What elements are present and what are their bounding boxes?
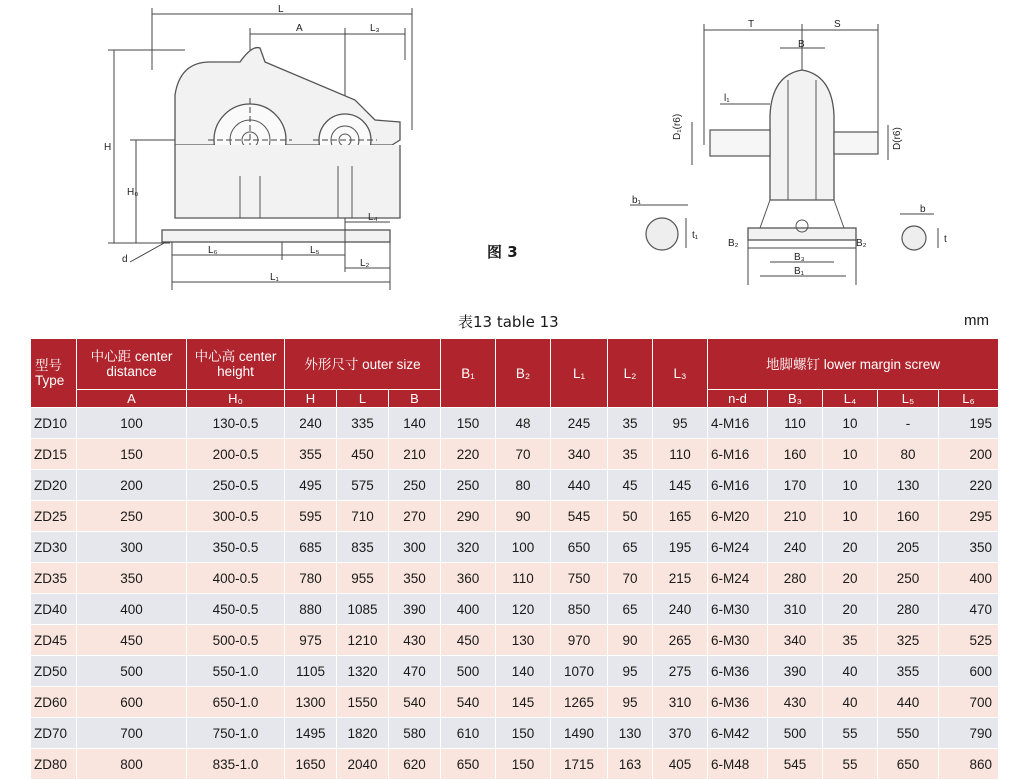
table-row	[31, 687, 999, 718]
cell-B2: 150	[496, 749, 551, 780]
cell-H: 685	[285, 532, 337, 563]
cell-model: ZD10	[31, 408, 77, 439]
cell-L2: 90	[608, 625, 653, 656]
cell-B2: 90	[496, 501, 551, 532]
cell-L1: 1265	[551, 687, 608, 718]
cell-n-d: 6-M36	[708, 656, 768, 687]
cell-L1: 1715	[551, 749, 608, 780]
cell-center-distance: 200	[77, 470, 187, 501]
cell-L6: 400	[939, 563, 999, 594]
cell-L: 2040	[337, 749, 389, 780]
subheader-A: A	[77, 390, 187, 408]
cell-L5: 355	[878, 656, 939, 687]
dim-L4: L₄	[368, 212, 378, 223]
cell-center-distance: 600	[77, 687, 187, 718]
dim-B: B	[798, 39, 805, 50]
dim-B2-left: B₂	[728, 238, 739, 249]
cell-L1: 1070	[551, 656, 608, 687]
dim-L: L	[278, 4, 284, 15]
cell-B3: 430	[768, 687, 823, 718]
cell-L6: 200	[939, 439, 999, 470]
cell-B2: 145	[496, 687, 551, 718]
dim-b: b	[920, 204, 926, 215]
dim-S: S	[834, 19, 841, 30]
specification-table	[30, 338, 999, 780]
cell-n-d: 6-M42	[708, 718, 768, 749]
cell-center-height: 450-0.5	[187, 594, 285, 625]
cell-B1: 150	[441, 408, 496, 439]
cell-model: ZD35	[31, 563, 77, 594]
cell-B: 350	[389, 563, 441, 594]
dim-b1: b₁	[632, 195, 641, 206]
cell-L3: 275	[653, 656, 708, 687]
cell-B3: 310	[768, 594, 823, 625]
cell-L6: 470	[939, 594, 999, 625]
cell-L1: 1490	[551, 718, 608, 749]
cell-L5: 205	[878, 532, 939, 563]
cell-H: 1105	[285, 656, 337, 687]
cell-B: 470	[389, 656, 441, 687]
cell-L5: 650	[878, 749, 939, 780]
subheader-H0: H₀	[187, 390, 285, 408]
subheader-L5: L₅	[878, 390, 939, 408]
cell-L4: 40	[823, 656, 878, 687]
cell-L4: 10	[823, 501, 878, 532]
cell-model: ZD25	[31, 501, 77, 532]
header-B2: B₂	[496, 339, 551, 408]
subheader-B: B	[389, 390, 441, 408]
table-caption: 表13 table 13	[458, 313, 559, 331]
cell-B1: 540	[441, 687, 496, 718]
dim-B1: B₁	[794, 266, 805, 277]
cell-H: 240	[285, 408, 337, 439]
cell-H: 880	[285, 594, 337, 625]
cell-model: ZD20	[31, 470, 77, 501]
cell-L3: 95	[653, 408, 708, 439]
dim-L6: L₆	[208, 245, 218, 256]
cell-n-d: 6-M36	[708, 687, 768, 718]
cell-center-height: 400-0.5	[187, 563, 285, 594]
cell-center-height: 200-0.5	[187, 439, 285, 470]
cell-L2: 35	[608, 408, 653, 439]
table-row	[31, 501, 999, 532]
header-model: 型号 Type	[31, 339, 77, 408]
dim-l1: l₁	[724, 93, 730, 104]
cell-n-d: 6-M24	[708, 532, 768, 563]
front-view-drawing	[100, 0, 430, 292]
cell-center-height: 130-0.5	[187, 408, 285, 439]
cell-L4: 35	[823, 625, 878, 656]
cell-L: 575	[337, 470, 389, 501]
cell-center-height: 250-0.5	[187, 470, 285, 501]
cell-center-height: 500-0.5	[187, 625, 285, 656]
cell-H: 1650	[285, 749, 337, 780]
cell-model: ZD60	[31, 687, 77, 718]
unit-label: mm	[964, 312, 989, 329]
cell-L1: 970	[551, 625, 608, 656]
cell-B: 300	[389, 532, 441, 563]
cell-B: 580	[389, 718, 441, 749]
cell-center-distance: 400	[77, 594, 187, 625]
dim-Dr6: D(r6)	[892, 127, 903, 150]
cell-L4: 40	[823, 687, 878, 718]
cell-L3: 265	[653, 625, 708, 656]
cell-B3: 545	[768, 749, 823, 780]
table-row	[31, 625, 999, 656]
cell-L2: 130	[608, 718, 653, 749]
dim-B2-right: B₂	[856, 238, 867, 249]
header-outer-size: 外形尺寸 outer size	[285, 339, 441, 390]
cell-model: ZD50	[31, 656, 77, 687]
cell-L3: 310	[653, 687, 708, 718]
cell-n-d: 6-M16	[708, 470, 768, 501]
cell-L5: 325	[878, 625, 939, 656]
cell-L6: 220	[939, 470, 999, 501]
cell-B3: 210	[768, 501, 823, 532]
cell-L: 955	[337, 563, 389, 594]
cell-B3: 500	[768, 718, 823, 749]
cell-B: 620	[389, 749, 441, 780]
cell-H: 1300	[285, 687, 337, 718]
dim-A: A	[296, 23, 303, 34]
cell-L3: 240	[653, 594, 708, 625]
subheader-L: L	[337, 390, 389, 408]
cell-B3: 170	[768, 470, 823, 501]
cell-B3: 160	[768, 439, 823, 470]
cell-B3: 340	[768, 625, 823, 656]
cell-L5: 250	[878, 563, 939, 594]
cell-L6: 790	[939, 718, 999, 749]
cell-center-distance: 350	[77, 563, 187, 594]
cell-B: 250	[389, 470, 441, 501]
cell-L6: 525	[939, 625, 999, 656]
cell-B: 540	[389, 687, 441, 718]
header-center-distance: 中心距 center distance	[77, 339, 187, 390]
cell-H: 495	[285, 470, 337, 501]
cell-model: ZD80	[31, 749, 77, 780]
cell-L: 835	[337, 532, 389, 563]
cell-L5: 160	[878, 501, 939, 532]
header-row	[31, 339, 999, 390]
cell-L3: 145	[653, 470, 708, 501]
cell-L: 1820	[337, 718, 389, 749]
cell-n-d: 6-M30	[708, 625, 768, 656]
cell-L5: 440	[878, 687, 939, 718]
cell-center-height: 350-0.5	[187, 532, 285, 563]
cell-model: ZD30	[31, 532, 77, 563]
cell-model: ZD15	[31, 439, 77, 470]
cell-center-height: 750-1.0	[187, 718, 285, 749]
cell-L5: 550	[878, 718, 939, 749]
cell-L1: 440	[551, 470, 608, 501]
subheader-H: H	[285, 390, 337, 408]
cell-B1: 610	[441, 718, 496, 749]
cell-B2: 100	[496, 532, 551, 563]
cell-H: 975	[285, 625, 337, 656]
cell-center-distance: 450	[77, 625, 187, 656]
cell-B1: 290	[441, 501, 496, 532]
cell-L6: 195	[939, 408, 999, 439]
cell-B1: 400	[441, 594, 496, 625]
cell-L2: 95	[608, 656, 653, 687]
cell-L2: 65	[608, 532, 653, 563]
cell-B: 430	[389, 625, 441, 656]
dim-t1: t₁	[692, 230, 699, 241]
subheader-n-d: n-d	[708, 390, 768, 408]
cell-B1: 450	[441, 625, 496, 656]
cell-L6: 860	[939, 749, 999, 780]
cell-L5: -	[878, 408, 939, 439]
cell-B1: 220	[441, 439, 496, 470]
cell-L6: 350	[939, 532, 999, 563]
cell-center-distance: 300	[77, 532, 187, 563]
cell-B: 390	[389, 594, 441, 625]
cell-center-distance: 150	[77, 439, 187, 470]
header-L1: L₁	[551, 339, 608, 408]
cell-B1: 320	[441, 532, 496, 563]
cell-L6: 700	[939, 687, 999, 718]
cell-L2: 65	[608, 594, 653, 625]
dim-T: T	[748, 19, 755, 30]
table-row	[31, 656, 999, 687]
table-row	[31, 470, 999, 501]
cell-L: 1550	[337, 687, 389, 718]
subheader-L6: L₆	[939, 390, 999, 408]
dim-L5: L₅	[310, 245, 320, 256]
dim-L1: L₁	[270, 272, 279, 283]
header-L2: L₂	[608, 339, 653, 408]
header-L3: L₃	[653, 339, 708, 408]
cell-B2: 150	[496, 718, 551, 749]
cell-L1: 340	[551, 439, 608, 470]
cell-L1: 850	[551, 594, 608, 625]
cell-B3: 110	[768, 408, 823, 439]
cell-L3: 195	[653, 532, 708, 563]
cell-L: 1320	[337, 656, 389, 687]
cell-L3: 110	[653, 439, 708, 470]
dim-L2: L₂	[360, 258, 370, 269]
cell-n-d: 6-M24	[708, 563, 768, 594]
figure-label: 图 3	[487, 243, 518, 261]
cell-B3: 280	[768, 563, 823, 594]
cell-L2: 70	[608, 563, 653, 594]
header-center-height: 中心高 center height	[187, 339, 285, 390]
cell-n-d: 6-M20	[708, 501, 768, 532]
cell-center-height: 300-0.5	[187, 501, 285, 532]
cell-L4: 20	[823, 563, 878, 594]
cell-L1: 545	[551, 501, 608, 532]
cell-L4: 20	[823, 532, 878, 563]
cell-L2: 50	[608, 501, 653, 532]
table-row	[31, 408, 999, 439]
cell-L1: 750	[551, 563, 608, 594]
cell-L: 1210	[337, 625, 389, 656]
cell-B1: 360	[441, 563, 496, 594]
cell-L2: 95	[608, 687, 653, 718]
cell-L5: 280	[878, 594, 939, 625]
cell-L: 1085	[337, 594, 389, 625]
cell-L4: 55	[823, 749, 878, 780]
cell-L3: 370	[653, 718, 708, 749]
cell-H: 1495	[285, 718, 337, 749]
cell-L2: 163	[608, 749, 653, 780]
cell-model: ZD45	[31, 625, 77, 656]
cell-B: 270	[389, 501, 441, 532]
table-body	[31, 408, 999, 780]
cell-B: 210	[389, 439, 441, 470]
cell-H: 355	[285, 439, 337, 470]
cell-L2: 35	[608, 439, 653, 470]
cell-B3: 390	[768, 656, 823, 687]
cell-L5: 80	[878, 439, 939, 470]
cell-L: 710	[337, 501, 389, 532]
cell-L4: 10	[823, 470, 878, 501]
cell-B1: 650	[441, 749, 496, 780]
table-row	[31, 532, 999, 563]
cell-L3: 405	[653, 749, 708, 780]
cell-L4: 20	[823, 594, 878, 625]
cell-L5: 130	[878, 470, 939, 501]
cell-B1: 250	[441, 470, 496, 501]
cell-n-d: 6-M30	[708, 594, 768, 625]
cell-center-distance: 700	[77, 718, 187, 749]
cell-center-height: 650-1.0	[187, 687, 285, 718]
cell-L4: 55	[823, 718, 878, 749]
cell-B2: 80	[496, 470, 551, 501]
table-row	[31, 594, 999, 625]
dim-t: t	[944, 234, 947, 245]
cell-center-distance: 500	[77, 656, 187, 687]
cell-B1: 500	[441, 656, 496, 687]
cell-center-distance: 800	[77, 749, 187, 780]
side-view-drawing	[620, 0, 965, 292]
cell-B2: 140	[496, 656, 551, 687]
header-screw: 地脚螺钉 lower margin screw	[708, 339, 999, 390]
cell-L3: 165	[653, 501, 708, 532]
dim-d: d	[122, 254, 128, 265]
cell-L: 335	[337, 408, 389, 439]
cell-model: ZD40	[31, 594, 77, 625]
cell-model: ZD70	[31, 718, 77, 749]
cell-B2: 70	[496, 439, 551, 470]
dim-H: H	[104, 142, 112, 153]
cell-B: 140	[389, 408, 441, 439]
cell-L4: 10	[823, 439, 878, 470]
cell-L1: 650	[551, 532, 608, 563]
cell-n-d: 6-M48	[708, 749, 768, 780]
cell-B2: 130	[496, 625, 551, 656]
cell-B2: 48	[496, 408, 551, 439]
cell-L4: 10	[823, 408, 878, 439]
cell-center-distance: 100	[77, 408, 187, 439]
dim-H0: H₀	[127, 187, 139, 198]
cell-B2: 120	[496, 594, 551, 625]
dim-D1r6: D₁(r6)	[672, 113, 683, 140]
dim-L3: L₃	[370, 23, 380, 34]
table-row	[31, 563, 999, 594]
cell-L1: 245	[551, 408, 608, 439]
cell-L3: 215	[653, 563, 708, 594]
cell-n-d: 4-M16	[708, 408, 768, 439]
table-row	[31, 439, 999, 470]
cell-center-height: 550-1.0	[187, 656, 285, 687]
cell-B2: 110	[496, 563, 551, 594]
cell-L2: 45	[608, 470, 653, 501]
cell-center-distance: 250	[77, 501, 187, 532]
cell-H: 780	[285, 563, 337, 594]
cell-n-d: 6-M16	[708, 439, 768, 470]
cell-B3: 240	[768, 532, 823, 563]
dim-B3: B₃	[794, 252, 805, 263]
cell-H: 595	[285, 501, 337, 532]
subheader-B3: B₃	[768, 390, 823, 408]
cell-L6: 295	[939, 501, 999, 532]
table-row	[31, 749, 999, 780]
cell-L6: 600	[939, 656, 999, 687]
subheader-L4: L₄	[823, 390, 878, 408]
cell-center-height: 835-1.0	[187, 749, 285, 780]
cell-L: 450	[337, 439, 389, 470]
header-B1: B₁	[441, 339, 496, 408]
